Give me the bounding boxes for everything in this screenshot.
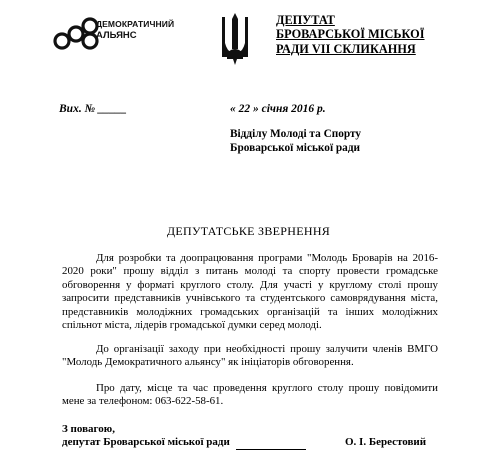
title-line: БРОВАРСЬКОЇ МІСЬКОЇ bbox=[276, 27, 425, 42]
logo-text-line1: ДЕМОКРАТИЧНИЙ bbox=[96, 19, 175, 29]
addressee bbox=[230, 127, 361, 155]
signer-name: О. І. Берестовий bbox=[345, 436, 427, 448]
closing-greeting: З повагою, bbox=[62, 423, 115, 435]
text-line: "Молодь Демократичного альянсу" як ініціаторів обговорення. bbox=[62, 356, 354, 369]
addressee-line: Відділу Молоді та Спорту bbox=[230, 128, 362, 140]
outgoing-number: Вих. № _____ bbox=[59, 103, 127, 115]
addressee-line: Броварської міської ради bbox=[230, 142, 361, 154]
text-line: До організації заходу при необхідності прошу залучити членів ВМГО bbox=[96, 343, 438, 355]
text-line: запросити представників учнівського та студентського самоврядування міста, bbox=[62, 292, 438, 305]
letter-date: « 22 » січня 2016 р. bbox=[230, 103, 326, 115]
closing-position: депутат Броварської міської ради bbox=[62, 436, 230, 449]
logo-wordmark bbox=[96, 19, 174, 41]
title-line: ДЕПУТАТ bbox=[276, 13, 335, 27]
coat-of-arms-icon bbox=[219, 11, 251, 67]
document-heading: ДЕПУТАТСЬКЕ ЗВЕРНЕННЯ bbox=[166, 224, 331, 238]
text-line: 2020 роки" прошу відділ з питань молоді та спорту провести громадське bbox=[62, 265, 438, 278]
deputy-title bbox=[276, 13, 446, 56]
logo-text-line2: АЛЬЯНС bbox=[96, 30, 137, 41]
text-line: представників молодіжних громадських організацій та інших молодіжних bbox=[62, 305, 438, 318]
text-line: обговорення у форматі круглого столу. Для участі у круглому столі прошу bbox=[62, 278, 438, 291]
paragraph-request bbox=[62, 252, 438, 332]
title-line: РАДИ VII СКЛИКАННЯ bbox=[276, 41, 416, 56]
paragraph-organizers bbox=[62, 343, 438, 370]
closing-block bbox=[62, 423, 230, 450]
text-line: Про дату, місце та час проведення круглого столу прошу повідомити bbox=[96, 382, 438, 394]
signature-line bbox=[236, 449, 306, 450]
text-line: спільнот міста, лідерів громадської думки серед молоді. bbox=[62, 319, 322, 332]
paragraph-contact bbox=[62, 382, 438, 409]
text-line: Для розробки та доопрацювання програми "Молодь Броварів на 2016- bbox=[96, 252, 438, 264]
text-line: мене за телефоном: 063-622-58-61. bbox=[62, 395, 224, 408]
